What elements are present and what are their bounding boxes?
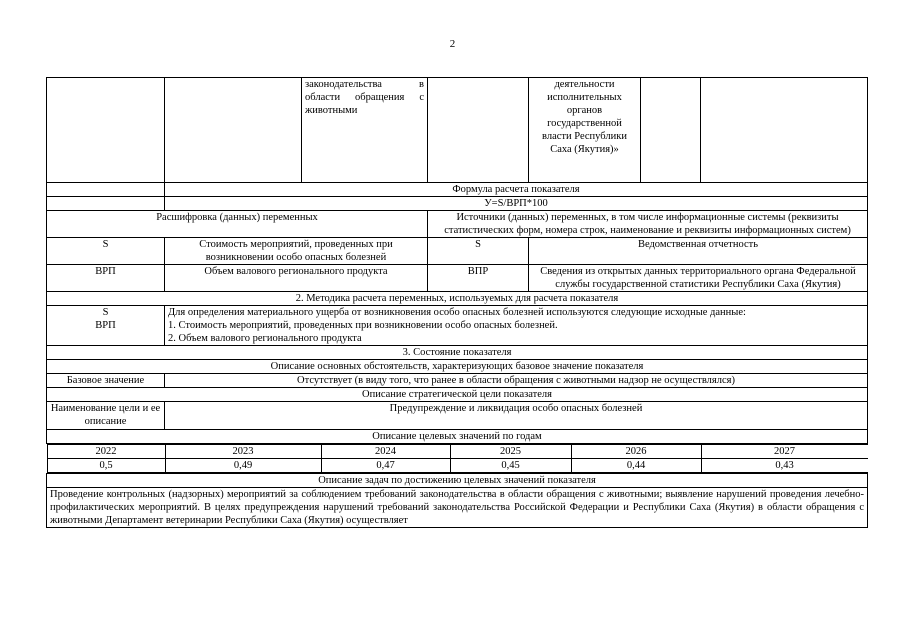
var-name: Стоимость мероприятий, проведенных при возникновении особо опасных болезней xyxy=(165,238,428,265)
method-title: 2. Методика расчета переменных, используемых для расчета показателя xyxy=(47,292,868,306)
var-source-code: S xyxy=(428,238,529,265)
formula-blank-left-2 xyxy=(47,197,165,211)
formula-blank-left xyxy=(47,183,165,197)
goal-title: Описание стратегической цели показателя xyxy=(47,388,868,402)
vars-header-left: Расшифровка (данных) переменных xyxy=(47,211,428,238)
year-cell: 2022 xyxy=(47,445,165,459)
var-source-code: ВПР xyxy=(428,265,529,292)
formula-expr-row xyxy=(47,197,868,211)
vars-header-row xyxy=(47,211,868,238)
value-cell: 0,5 xyxy=(47,459,165,473)
cont-cell-6 xyxy=(641,78,701,183)
goal-value: Предупреждение и ликвидация особо опасных болезней xyxy=(165,402,868,430)
method-text: Для определения материального ущерба от возникновения особо опасных болезней используются следующие исходные данные: 1. Стоимость мероприятий, проведенных при возникновении особо опасных болезней. 2. Объем валового регионального продукта xyxy=(165,306,868,346)
var-name: Объем валового регионального продукта xyxy=(165,265,428,292)
value-cell: 0,47 xyxy=(321,459,450,473)
method-body-row xyxy=(47,306,868,346)
method-title-row xyxy=(47,292,868,306)
goal-label: Наименование цели и ее описание xyxy=(47,402,165,430)
year-cell: 2027 xyxy=(701,445,868,459)
circ-title-row xyxy=(47,360,868,374)
cont-cell-4 xyxy=(428,78,529,183)
goal-title-row xyxy=(47,388,868,402)
values-row xyxy=(47,459,868,473)
tasks-title-row xyxy=(47,474,868,488)
base-value-label: Базовое значение xyxy=(47,374,165,388)
indicator-passport-table xyxy=(46,77,868,528)
var-source: Ведомственная отчетность xyxy=(529,238,868,265)
state-title-row xyxy=(47,346,868,360)
tasks-body-row xyxy=(47,488,868,528)
var-row xyxy=(47,238,868,265)
year-cell: 2023 xyxy=(165,445,321,459)
formula-title-row xyxy=(47,183,868,197)
value-cell: 0,43 xyxy=(701,459,868,473)
var-code: S xyxy=(47,238,165,265)
targets-grid-wrapper xyxy=(47,444,868,474)
value-cell: 0,49 xyxy=(165,459,321,473)
cont-cell-5: деятельности исполнительных органов государственной власти Республики Саха (Якутия)» xyxy=(529,78,641,183)
base-value-row xyxy=(47,374,868,388)
year-cell: 2024 xyxy=(321,445,450,459)
goal-row xyxy=(47,402,868,430)
cont-cell-2 xyxy=(165,78,302,183)
value-cell: 0,44 xyxy=(571,459,701,473)
cont-cell-7 xyxy=(701,78,868,183)
formula-expression: У=S/ВРП*100 xyxy=(165,197,868,211)
targets-grid-row xyxy=(47,444,868,474)
years-row xyxy=(47,445,868,459)
circumstances-title: Описание основных обстоятельств, характеризующих базовое значение показателя xyxy=(47,360,868,374)
targets-title-row xyxy=(47,430,868,444)
formula-title: Формула расчета показателя xyxy=(165,183,868,197)
cont-cell-1 xyxy=(47,78,165,183)
cont-cell-3: законодательства в области обращения с животными xyxy=(302,78,428,183)
year-cell: 2025 xyxy=(450,445,571,459)
targets-title: Описание целевых значений по годам xyxy=(47,430,868,444)
method-codes: S ВРП xyxy=(47,306,165,346)
targets-grid xyxy=(47,444,868,473)
base-value-text: Отсутствует (в виду того, что ранее в области обращения с животными надзор не осуществлялся) xyxy=(165,374,868,388)
var-row xyxy=(47,265,868,292)
continuation-row xyxy=(47,78,868,183)
tasks-title: Описание задач по достижению целевых значений показателя xyxy=(47,474,868,488)
vars-header-right: Источники (данных) переменных, в том числе информационные системы (реквизиты статистических форм, номера строк, наименование и реквизиты информационных систем) xyxy=(428,211,868,238)
year-cell: 2026 xyxy=(571,445,701,459)
state-title: 3. Состояние показателя xyxy=(47,346,868,360)
page-number: 2 xyxy=(449,38,456,50)
var-source: Сведения из открытых данных территориального органа Федеральной службы государственной статистики Республики Саха (Якутия) xyxy=(529,265,868,292)
tasks-text: Проведение контрольных (надзорных) мероприятий за соблюдением требований законодательства в области обращения с животными; выявление нарушений проведения лечебно-профилактических мероприятий. В целях предупреждения нарушений требований законодательства Российской Федерации и Республики Саха (Якутия) в области обращения с животными Департамент ветеринарии Республики Саха (Якутия) осуществляет xyxy=(47,488,868,528)
value-cell: 0,45 xyxy=(450,459,571,473)
var-code: ВРП xyxy=(47,265,165,292)
